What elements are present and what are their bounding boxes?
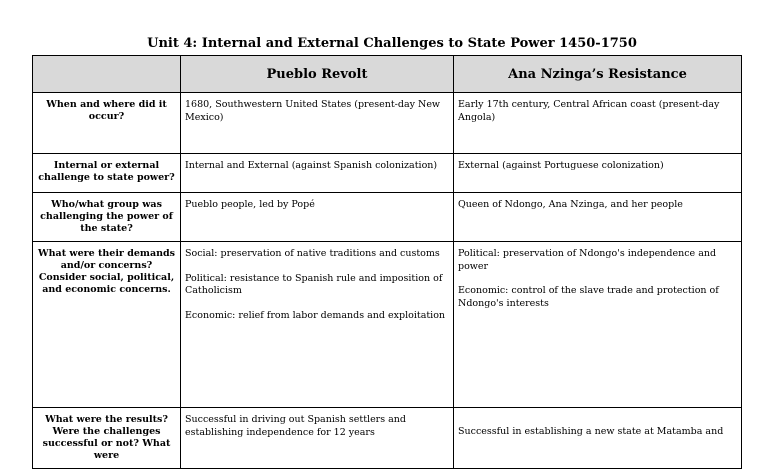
- pueblo-answer-cell: [181, 193, 454, 242]
- answer-text: Pueblo people, led by Popé: [185, 199, 315, 210]
- question-cell: [33, 193, 181, 242]
- page-title: Unit 4: Internal and External Challenges to State Power 1450-1750: [147, 36, 637, 51]
- header-ana-nzinga: Ana Nzinga’s Resistance: [454, 56, 742, 93]
- table-row: [33, 93, 742, 154]
- table-row: [33, 242, 742, 408]
- answer-text: Queen of Ndongo, Ana Nzinga, and her people: [458, 199, 683, 210]
- question-cell: [33, 154, 181, 193]
- answer-text: Internal and External (against Spanish colonization): [185, 160, 438, 171]
- table-row: [33, 193, 742, 242]
- table-row: [33, 408, 742, 469]
- answer-text: External (against Portuguese colonization): [458, 160, 664, 171]
- nzinga-answer-cell: [454, 93, 742, 154]
- question-text: Who/what group was challenging the power of the state?: [40, 199, 173, 234]
- header-pueblo-revolt: Pueblo Revolt: [181, 56, 454, 93]
- question-cell: [33, 93, 181, 154]
- answer-text: Social: preservation of native traditions and customs: [185, 248, 440, 259]
- answer-text: Successful in establishing a new state at Matamba and: [458, 426, 724, 437]
- table-header-row: [33, 56, 742, 93]
- answer-text: Economic: control of the slave trade and protection of Ndongo's interests: [458, 285, 719, 309]
- question-cell: [33, 242, 181, 408]
- comparison-table: [32, 55, 742, 469]
- answer-text: Early 17th century, Central African coast (present-day Angola): [458, 99, 720, 123]
- answer-text: Successful in driving out Spanish settlers and establishing independence for 12 years: [185, 414, 406, 438]
- question-text: What were their demands and/or concerns? Consider social, political, and economic concerns.: [37, 248, 176, 295]
- nzinga-answer-cell: [454, 193, 742, 242]
- question-cell: [33, 408, 181, 469]
- question-text: Internal or external challenge to state power?: [38, 160, 175, 183]
- answer-text: 1680, Southwestern United States (present-day New Mexico): [185, 99, 441, 123]
- question-text: When and where did it occur?: [46, 99, 167, 122]
- answer-text: Economic: relief from labor demands and exploitation: [185, 309, 446, 321]
- table-row: [33, 154, 742, 193]
- pueblo-answer-cell: [181, 408, 454, 469]
- question-text: What were the results? Were the challenges successful or not? What were: [42, 414, 171, 461]
- pueblo-answer-cell: [181, 93, 454, 154]
- answer-text: Political: resistance to Spanish rule and imposition of Catholicism: [185, 272, 443, 296]
- answer-text: Political: preservation of Ndongo's independence and power: [458, 248, 717, 272]
- pueblo-answer-cell: [181, 242, 454, 408]
- header-blank-cell: [33, 56, 181, 93]
- nzinga-answer-cell: [454, 154, 742, 193]
- pueblo-answer-cell: [181, 154, 454, 193]
- nzinga-answer-cell: [454, 242, 742, 408]
- nzinga-answer-cell: [454, 408, 742, 469]
